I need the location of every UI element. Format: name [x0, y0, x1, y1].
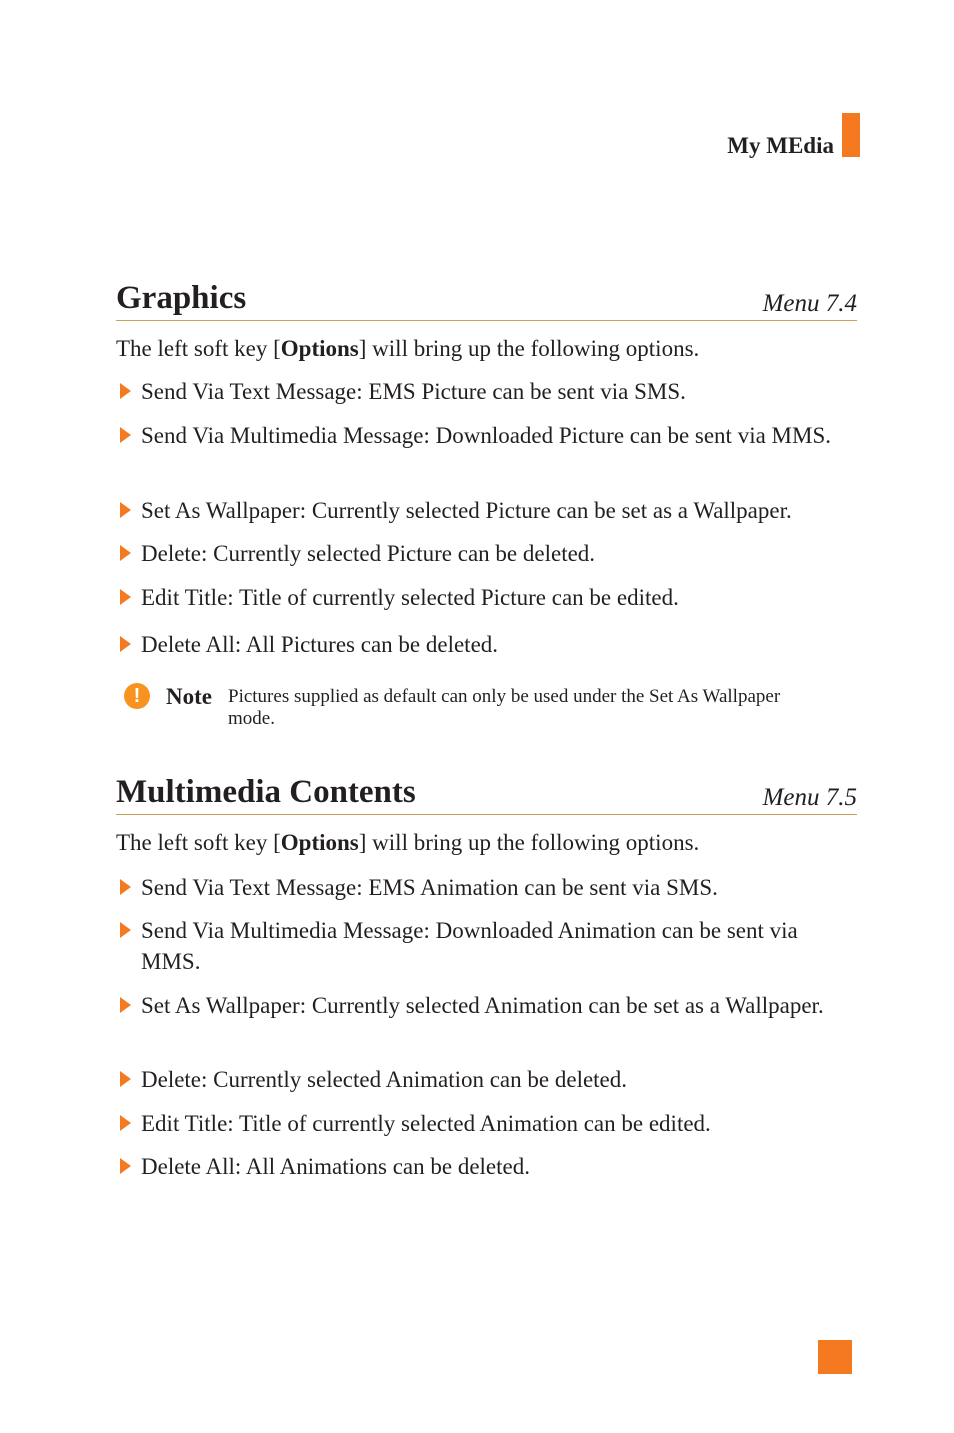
options-key: Options [280, 336, 359, 361]
bullet-arrow-icon [120, 545, 131, 561]
intro-text: The left soft key [Options] will bring up the following options. [116, 336, 700, 361]
list-item: Delete All: All Pictures can be deleted. [116, 629, 857, 660]
list-item: Send Via Multimedia Message: Downloaded Animation can be sent via MMS. [116, 915, 857, 977]
list-item: Delete: Currently selected Animation can be deleted. [116, 1064, 857, 1095]
header-tab-marker [842, 113, 860, 157]
bullet-arrow-icon [120, 922, 131, 938]
list-item: Delete All: All Animations can be deleted. [116, 1151, 857, 1182]
list-item: Delete: Currently selected Picture can be deleted. [116, 538, 857, 569]
bullet-arrow-icon [120, 589, 131, 605]
section-title: Graphics [116, 280, 247, 316]
intro-text: The left soft key [Options] will bring up the following options. [116, 830, 700, 855]
bullet-arrow-icon [120, 1071, 131, 1087]
bullet-arrow-icon [120, 427, 131, 443]
section-graphics [116, 276, 857, 657]
bullet-arrow-icon [120, 879, 131, 895]
list-item: Send Via Multimedia Message: Downloaded Picture can be sent via MMS. [116, 420, 857, 451]
menu-number: Menu 7.5 [762, 784, 857, 811]
note-label: Note [166, 684, 212, 709]
section-header [116, 276, 857, 321]
options-key: Options [280, 830, 359, 855]
list-item: Set As Wallpaper: Currently selected Animation can be set as a Wallpaper. [116, 990, 857, 1021]
bullet-arrow-icon [120, 383, 131, 399]
bullet-arrow-icon [120, 1115, 131, 1131]
note-box [124, 680, 844, 736]
note-text: Pictures supplied as default can only be used under the Set As Wallpaper mode. [228, 686, 781, 729]
running-header: My MEdia [727, 133, 834, 158]
exclamation-icon: ! [124, 683, 150, 709]
page-corner-marker [818, 1340, 852, 1374]
section-header [116, 770, 857, 815]
bullet-arrow-icon [120, 502, 131, 518]
bullet-arrow-icon [120, 1158, 131, 1174]
list-item: Set As Wallpaper: Currently selected Picture can be set as a Wallpaper. [116, 495, 857, 526]
bullet-arrow-icon [120, 636, 131, 652]
list-item: Send Via Text Message: EMS Picture can be sent via SMS. [116, 376, 857, 407]
bullet-arrow-icon [120, 997, 131, 1013]
list-item: Send Via Text Message: EMS Animation can be sent via SMS. [116, 872, 857, 903]
list-item: Edit Title: Title of currently selected Animation can be edited. [116, 1108, 857, 1139]
section-title: Multimedia Contents [116, 774, 416, 810]
section-multimedia-contents [116, 770, 857, 1179]
menu-number: Menu 7.4 [762, 290, 857, 317]
list-item: Edit Title: Title of currently selected Picture can be edited. [116, 582, 857, 613]
